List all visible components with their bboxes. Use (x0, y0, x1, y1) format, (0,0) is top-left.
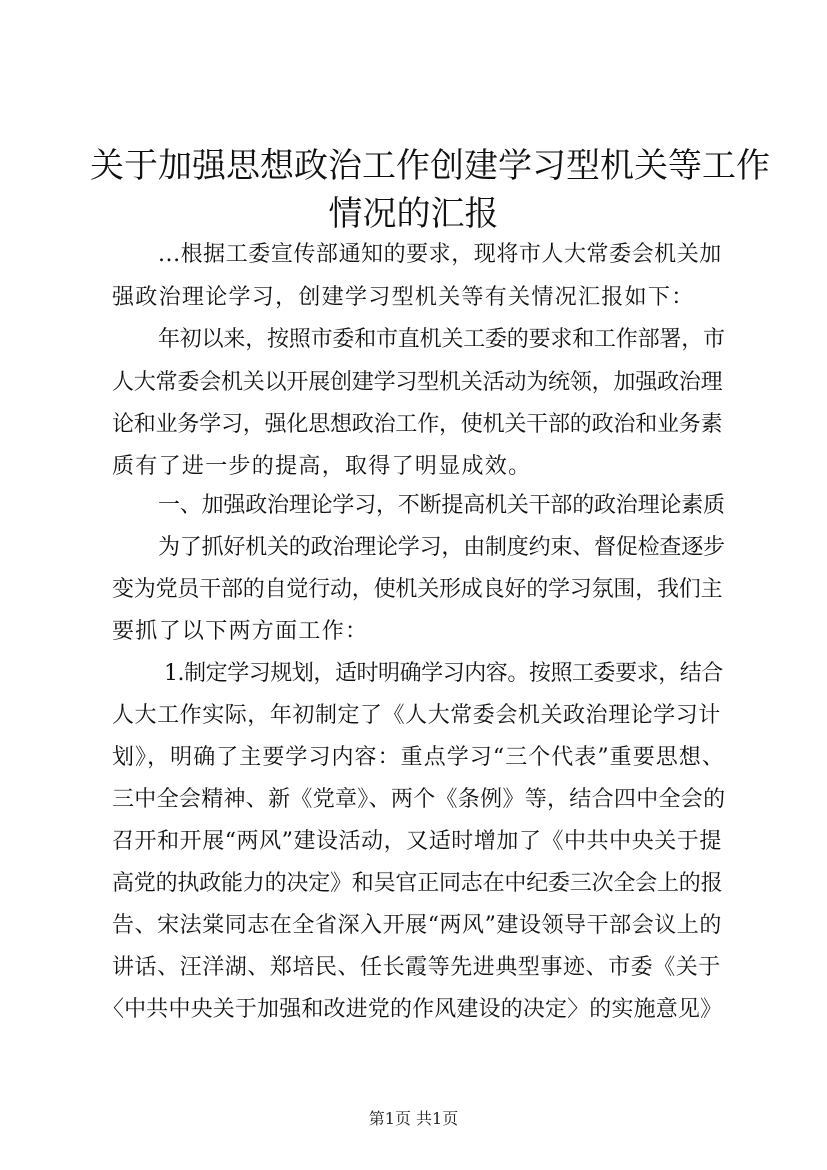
text-line: 三中全会精神、新《党章》、两个《条例》等，结合四中全会的 (112, 787, 726, 812)
text-line: ...根据工委宣传部通知的要求，现将市人大常委会机关加 (158, 242, 722, 267)
text-line: 年初以来，按照市委和市直机关工委的要求和工作部署，市 (158, 327, 725, 352)
text-line: 强政治理论学习，创建学习型机关等有关情况汇报如下： (112, 285, 695, 310)
text-line: 人大常委会机关以开展创建学习型机关活动为统领，加强政治理 (112, 370, 723, 395)
text-line: 要抓了以下两方面工作： (112, 619, 369, 644)
title-line-2: 情况的汇报 (328, 194, 499, 234)
document-title (90, 142, 770, 238)
text-line: 质有了进一步的提高，取得了明显成效。 (112, 454, 532, 479)
text-line: 人大工作实际，年初制定了《人大常委会机关政治理论学习计 (112, 703, 721, 728)
title-line-1: 关于加强思想政治工作创建学习型机关等工作 (90, 146, 770, 186)
page-footer: 第1页 共1页 (368, 1109, 459, 1128)
text-line: 召开和开展“两风”建设活动，又适时增加了《中共中央关于提 (112, 829, 722, 854)
text-line: 告、宋法棠同志在全省深入开展“两风”建设领导干部会议上的 (112, 913, 722, 938)
text-line: 论和业务学习，强化思想政治工作，使机关干部的政治和业务素 (112, 412, 723, 437)
text-line: 高党的执政能力的决定》和吴官正同志在中纪委三次全会上的报 (112, 871, 723, 896)
text-line: 讲话、汪洋湖、郑培民、任长霞等先进典型事迹、市委《关于 (112, 955, 721, 980)
section-heading: 一、加强政治理论学习，不断提高机关干部的政治理论素质 (158, 493, 725, 518)
text-line: 划》，明确了主要学习内容：重点学习“三个代表”重要思想、 (112, 745, 725, 770)
text-line: 〈中共中央关于加强和改进党的作风建设的决定〉的实施意见》 (102, 997, 723, 1022)
text-line: 变为党员干部的自觉行动，使机关形成良好的学习氛围，我们主 (112, 577, 723, 602)
text-line: 1.制定学习规划，适时明确学习内容。按照工委要求，结合 (164, 661, 723, 686)
text-line: 为了抓好机关的政治理论学习，由制度约束、督促检查逐步 (158, 535, 725, 560)
